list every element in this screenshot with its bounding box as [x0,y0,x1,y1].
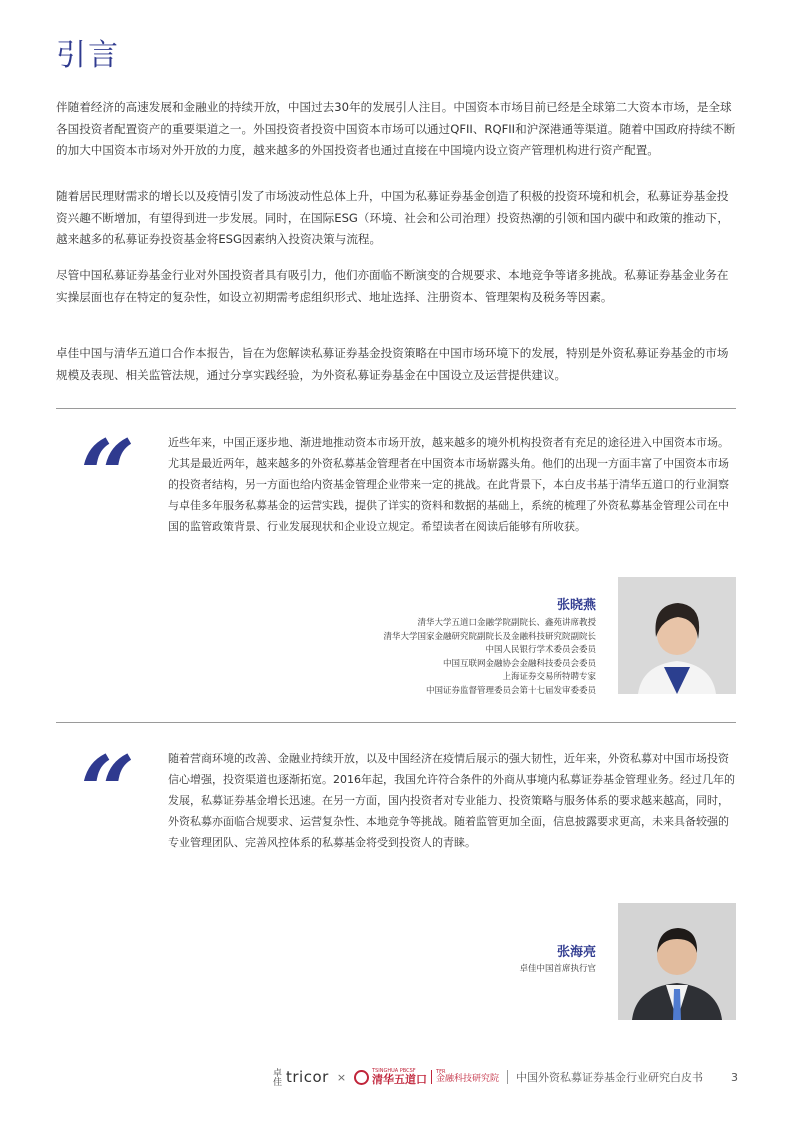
tsinghua-logo [372,1069,427,1085]
quote-mark-icon: “ [80,735,136,848]
page-footer [270,1066,738,1088]
institute-logo [436,1070,499,1084]
footer-divider [507,1070,508,1084]
quote-text-1: 近些年来，中国正逐步地、渐进地推动资本市场开放，越来越多的境外机构投资者有充足的途径进入中国资本市场。尤其是最近两年，越来越多的外资私募基金管理者在中国资本市场崭露头角。他们的出现一方面丰富了中国资本市场的投资者结构，另一方面也给内资基金管理企业带来一定的挑战。在此背景下，本白皮书基于清华五道口的行业洞察与卓佳多年服务私募基金的运营实践，提供了详实的资料和数据的基础上，系统的梳理了外资私募基金管理公司在中国的监管政策背景、行业发展现状和企业设立规定。希望读者在阅读后能够有所收获。 [168,436,729,533]
tricor-logo: tricor [286,1068,329,1086]
role-line: 清华大学国家金融研究院副院长及金融科技研究院副院长 [383,631,596,642]
divider-top [56,408,736,409]
times-sign: × [336,1070,347,1084]
quote-author-name-1: 张晓燕 [556,598,596,613]
portrait-photo-1 [618,577,736,694]
role-line: 中国证券监督管理委员会第十七届发审委委员 [425,685,596,696]
report-title: 中国外资私募证券基金行业研究白皮书 [516,1071,704,1084]
divider-middle [56,722,736,723]
tricor-logo-mark: 卓佳 [271,1068,281,1086]
page-title: 引言 [56,38,120,73]
role-line: 清华大学五道口金融学院副院长、鑫苑讲席教授 [417,618,596,628]
logo-divider [431,1070,432,1084]
portrait-photo-2 [618,903,736,1020]
quote-author-name-2: 张海亮 [556,945,596,960]
quote-author-roles-2 [519,963,596,977]
institute-logo-tag: TFR [436,1069,446,1075]
role-line: 中国人民银行学术委员会委员 [485,645,596,655]
role-line: 卓佳中国首席执行官 [519,964,596,974]
institute-logo-cn: 金融科技研究院 [436,1074,500,1084]
intro-paragraph-4: 卓佳中国与清华五道口合作本报告，旨在为您解读私募证券基金投资策略在中国市场环境下的发展，特别是外资私募证券基金的市场规模及表现、相关监管法规，通过分享实践经验，为外资私募证券基金在中国设立及运营提供建议。 [56,346,729,382]
intro-paragraph-2: 随着居民理财需求的增长以及疫情引发了市场波动性总体上升，中国为私募证券基金创造了积极的投资环境和机会，私募证券基金投资兴趣不断增加，有望得到进一步发展。同时，在国际ESG（环境、社会和公司治理）投资热潮的引领和国内碳中和政策的推动下，越来越多的私募证券投资基金将ESG因素纳入投资决策与流程。 [56,189,729,246]
intro-paragraph-1: 伴随着经济的高速发展和金融业的持续开放，中国过去30年的发展引人注目。中国资本市场目前已经是全球第二大资本市场，是全球各国投资者配置资产的重要渠道之一。外国投资者投资中国资本市场可以通过QFII、RQFII和沪深港通等渠道。随着中国政府持续不断的加大中国资本市场对外开放的力度，越来越多的外国投资者也通过直接在中国境内设立资产管理机构进行资产配置。 [56,100,736,157]
quote-author-roles-1 [383,617,596,698]
tsinghua-seal-icon [354,1070,369,1085]
tsinghua-logo-en: TSINGHUA PBCSF [372,1068,416,1074]
role-line: 中国互联网金融协会金融科技委员会委员 [442,658,596,669]
intro-paragraph-3: 尽管中国私募证券基金行业对外国投资者具有吸引力，他们亦面临不断演变的合规要求、本地竞争等诸多挑战。私募证券基金业务在实操层面也存在特定的复杂性，如设立初期需考虑组织形式、地址选择、注册资本、管理架构及税务等因素。 [56,268,729,304]
quote-text-2: 随着营商环境的改善、金融业持续开放，以及中国经济在疫情后展示的强大韧性，近年来，外资私募对中国市场投资信心增强，投资渠道也逐渐拓宽。2016年起，我国允许符合条件的外商从事境内私募证券基金管理业务。经过几年的发展，私募证券基金增长迅速。在另一方面，国内投资者对专业能力、投资策略与服务体系的要求越来越高，同时，外资私募亦面临合规要求、运营复杂性、本地竞争等挑战。随着监管更加全面，信息披露要求更高，未来具备较强的专业管理团队、完善风控体系的私募基金将受到投资人的青睐。 [168,752,735,849]
tsinghua-logo-cn: 清华五道口 [372,1073,428,1086]
role-line: 上海证券交易所特聘专家 [502,672,596,682]
page-number: 3 [731,1070,739,1084]
quote-mark-icon: “ [80,419,136,532]
